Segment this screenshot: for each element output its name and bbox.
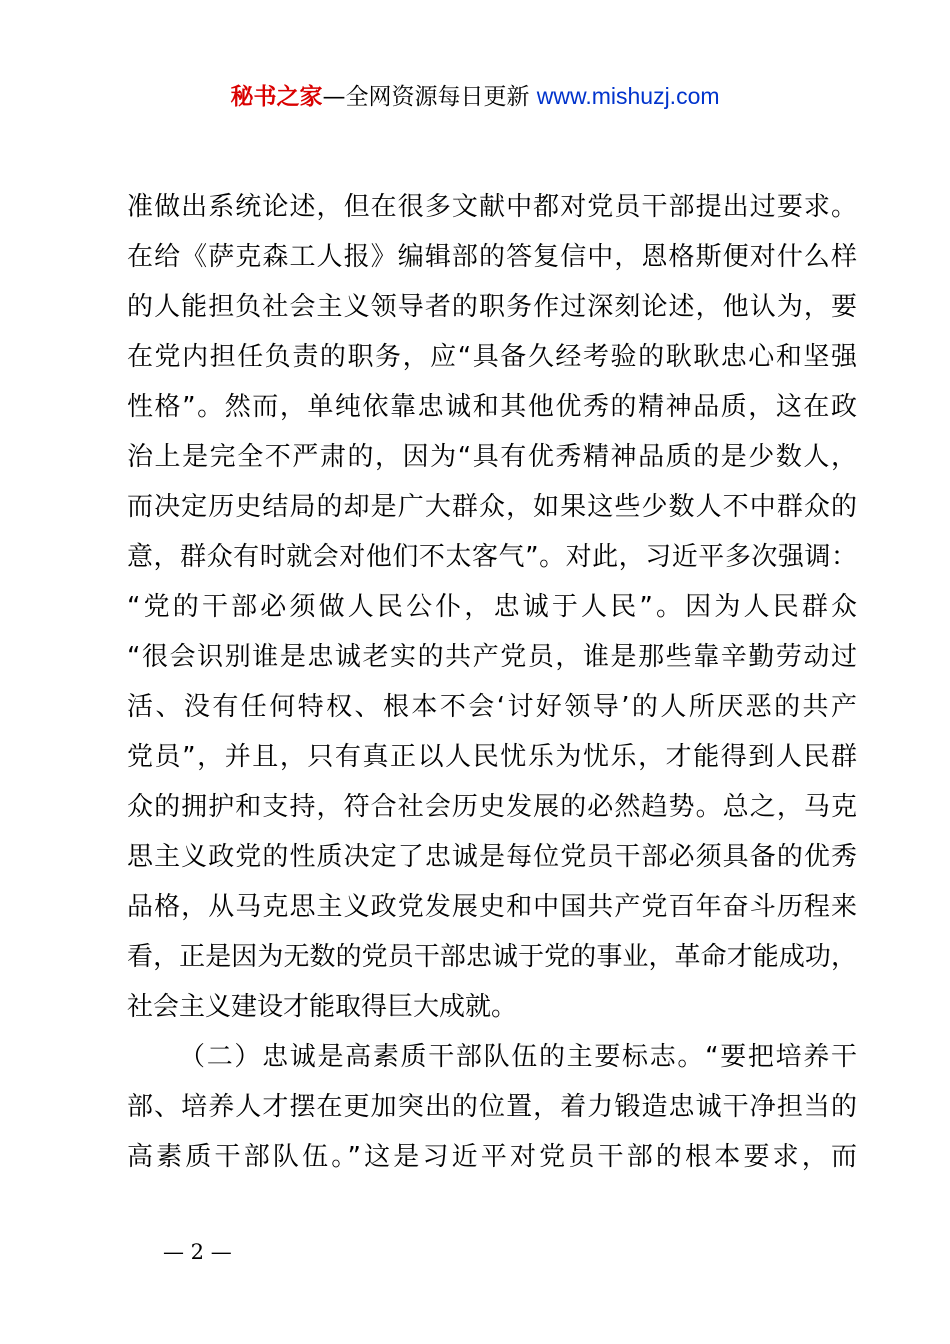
site-url-link[interactable]: www.mishuzj.com	[536, 83, 720, 109]
text-line: 的人能担负社会主义领导者的职务作过深刻论述，他认为，要	[127, 292, 857, 322]
text-line: 众的拥护和支持，符合社会历史发展的必然趋势。总之，马克	[127, 792, 857, 822]
site-header	[0, 80, 950, 113]
text-line: 部、培养人才摆在更加突出的位置，着力锻造忠诚干净担当的	[127, 1092, 857, 1122]
text-line: 在党内担任负责的职务，应“具备久经考验的耿耿忠心和坚强	[127, 342, 857, 372]
text-line: 党员”，并且，只有真正以人民忧乐为忧乐，才能得到人民群	[127, 742, 857, 772]
document-body	[127, 182, 857, 1182]
text-line: 性格”。然而，单纯依靠忠诚和其他优秀的精神品质，这在政	[127, 392, 857, 422]
text-line: 准做出系统论述，但在很多文献中都对党员干部提出过要求。	[127, 192, 857, 222]
section-heading-line: （二）忠诚是高素质干部队伍的主要标志。“要把培养干	[179, 1042, 857, 1072]
brand-name: 秘书之家	[230, 84, 323, 110]
text-line: 看，正是因为无数的党员干部忠诚于党的事业，革命才能成功，	[127, 942, 857, 972]
text-line: 而决定历史结局的却是广大群众，如果这些少数人不中群众的	[127, 492, 857, 522]
header-slogan: —全网资源每日更新	[322, 84, 537, 110]
text-line: 高素质干部队伍。”这是习近平对党员干部的根本要求，而	[127, 1142, 857, 1172]
text-line: 品格，从马克思主义政党发展史和中国共产党百年奋斗历程来	[127, 892, 857, 922]
paragraph-end-line: 社会主义建设才能取得巨大成就。	[127, 992, 518, 1022]
text-line: 意，群众有时就会对他们不太客气”。对此，习近平多次强调：	[127, 542, 857, 572]
text-line: 思主义政党的性质决定了忠诚是每位党员干部必须具备的优秀	[127, 842, 857, 872]
text-line: 活、没有任何特权、根本不会‘讨好领导’的人所厌恶的共产	[127, 692, 857, 722]
text-line: “很会识别谁是忠诚老实的共产党员，谁是那些靠辛勤劳动过	[127, 642, 857, 672]
text-line: “党的干部必须做人民公仆，忠诚于人民”。因为人民群众	[127, 592, 857, 622]
text-line: 在给《萨克森工人报》编辑部的答复信中，恩格斯便对什么样	[127, 242, 857, 272]
text-line: 治上是完全不严肃的，因为“具有优秀精神品质的是少数人，	[127, 442, 857, 472]
page-number: — 2 —	[163, 1240, 232, 1264]
